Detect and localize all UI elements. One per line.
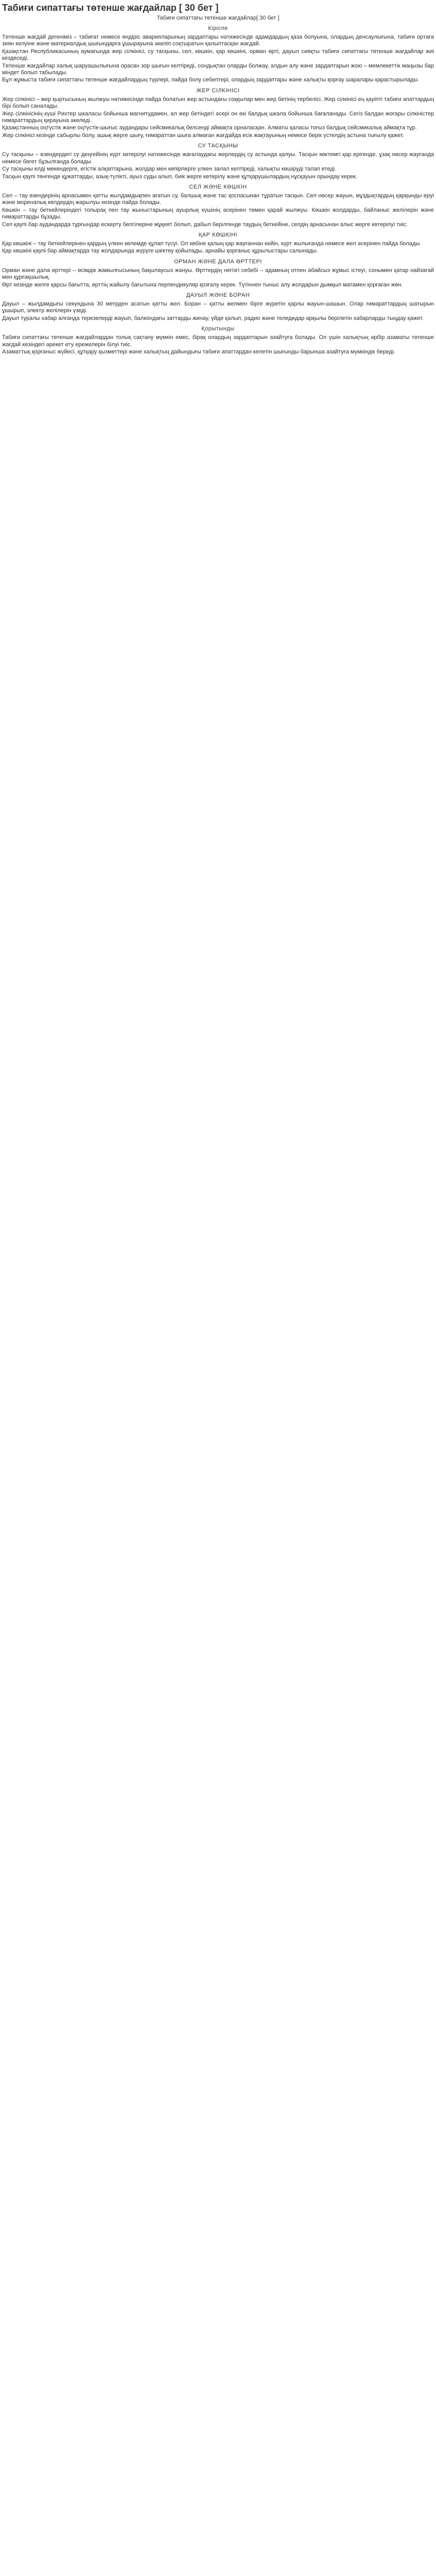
section-heading: СУ ТАСҚЫНЫ [198,143,238,149]
paragraph: Қар көшкіні – тау беткейлерінен қардың үлкен көлемде құлап түсуі. Ол көбіне қалың қар жауғаннан кейін, күрт жылығанда немесе жел әсерінен пайда болады. [2,240,422,247]
paragraph: Төтенше жағдайлар халық шаруашылығына орасан зор шығын келтіреді, сондықтан оларды болжау, алдын алу және зардаптарын жою – мемлекеттік маңызы бар міндет болып табылады. [2,62,434,76]
paragraph: Су тасқыны елді мекендерге, егістік алқаптарына, жолдар мен көпірлерге үлкен залал келтіреді, халықты көшіруді талап етеді. [2,166,337,173]
document-subtitle: Табиғи сипаттағы төтенше жағдайлар[ 30 бет ] [156,15,280,21]
paragraph: Дауыл туралы хабар алғанда терезелерді жауып, балкондағы заттарды жинау, үйде қалып, радио және теледидар арқылы берілетін хабарларды тыңдау қажет. [2,315,424,321]
paragraph: Су тасқыны – өзендердегі су деңгейінің күрт көтерілуі нәтижесінде жағалаудағы жерлердің су астында қалуы. Тасқын көктемгі қар ерігенде, ұзақ нөсер жауғанда немесе бөгет бұзылғанда болады. [2,151,434,165]
paragraph: Орман және дала өрттері – өсімдік жамылғысының бақылаусыз жануы. Өрттердің негізгі себебі – адамның отпен абайсыз жұмыс істеуі, сонымен қатар найзағай мен құрғақшылық. [2,267,434,281]
paragraph: Сел қаупі бар аудандарда тұрғындар ескерту белгілеріне мұқият болып, дабыл берілгенде таудың беткейіне, селдің арнасынан алыс жерге көтерілуі тиіс. [2,221,408,228]
section-heading: ОРМАН ЖӘНЕ ДАЛА ӨРТТЕРІ [174,258,262,265]
document-body [2,25,434,355]
paragraph: Табиғи сипаттағы төтенше жағдайлардан толық сақтану мүмкін емес, бірақ олардың зардаптарын азайтуға болады. Ол үшін халықтың әрбір азаматы төтенше жағдай кезіндегі әрекет ету ережелерін білуі тиіс. [2,334,434,348]
paragraph: Тасқын қаупі төнгенде құжаттарды, азық-түлікті, ауыз суды алып, биік жерге көтерілу және құтқарушылардың нұсқауын орындау керек. [2,173,358,180]
paragraph: Жер сілкінісі – жер қыртысының жылжуы нәтижесінде пайда болатын жер астындағы соққылар мен жер бетінің тербелісі. Жер сілкінісі ең қауіпті табиғи апаттардың бірі болып саналады. [2,96,434,110]
paragraph: Қазақстанның оңтүстік және оңтүстік-шығыс аудандары сейсмикалық белсенді аймақта орналасқан. Алматы қаласы тоғыз балдық сейсмикалық аймақта тұр. [2,125,417,131]
paragraph: Көшкін – тау беткейлеріндегі топырақ пен тау жыныстарының ауырлық күшінің әсерінен төмен қарай жылжуы. Көшкін жолдарды, байланыс желілерін және ғимараттарды бұзады. [2,207,434,221]
paragraph: Қазақстан Республикасының аумағында жер сілкінісі, су тасқыны, сел, көшкін, қар көшкіні, орман өрті, дауыл сияқты табиғи сипаттағы төтенше жағдайлар жиі кездеседі. [2,48,434,62]
section-heading: Қорытынды [201,326,235,332]
section-heading: ҚАР КӨШКІНІ [198,231,238,238]
section-heading: ЖЕР СІЛКІНІСІ [196,87,240,94]
document-title: Табиғи сипаттағы төтенше жағдайлар [ 30 бет ] [2,3,219,13]
paragraph: Өрт кезінде желге қарсы бағытта, өрттің жайылу бағытына перпендикуляр қозғалу керек. Түтіннен тыныс алу жолдарын дымқыл матамен қорғаған жөн. [2,281,403,288]
paragraph: Жер сілкінісінің күші Рихтер шкаласы бойынша магнитудамен, ал жер бетіндегі әсері он екі балдық шкала бойынша бағаланады. Сегіз балдан жоғары сілкіністер ғимараттардың қирауына әкеледі. [2,110,434,124]
paragraph: Азаматтық қорғаныс жүйесі, құтқару қызметтері және халықтың дайындығы табиғи апаттардан келетін шығынды барынша азайтуға мүмкіндік береді. [2,349,395,355]
paragraph: Төтенше жағдай дегеніміз – табиғат немесе өндіріс аварияларының зардаптары нәтижесінде адамдардың қаза болуына, олардың денсаулығына, табиғи ортаға зиян келуіне және материалдық шығындарға ұшырауына әкеліп соқтыратын қалыптасқан жағдай. [2,34,434,47]
paragraph: Дауыл – жылдамдығы секундына 30 метрден асатын қатты жел. Боран – қатты желмен бірге жүретін қарлы жауын-шашын. Олар ғимараттардың шатырын ұшырып, электр желілерін үзеді. [2,300,434,314]
paragraph: Жер сілкінісі кезінде сабырлы болу, ашық жерге шығу, ғимараттан шыға алмаған жағдайда есік жақтауының немесе берік үстелдің астына тығылу қажет. [2,132,404,139]
section-heading: Кіріспе [208,25,228,31]
section-heading: СЕЛ ЖӘНЕ КӨШКІН [189,183,247,190]
paragraph: Бұл жұмыста табиғи сипаттағы төтенше жағдайлардың түрлері, пайда болу себептері, олардың зардаптары және халықты қорғау шаралары қарастырылады. [2,77,420,83]
section-heading: ДАУЫЛ ЖӘНЕ БОРАН [186,292,250,298]
paragraph: Сел – тау өзендерінің арнасымен қатты жылдамдықпен ағатын су, балшық және тас қоспасынан тұратын тасқын. Сел нөсер жауын, мұздықтардың қарқынды еруі және мореналық көлдердің жарылуы кезінде пайда болады. [2,192,434,206]
paragraph: Қар көшкіні қаупі бар аймақтарда тау жолдарында жүруге шектеу қойылады, арнайы қорғаныс құрылыстары салынады. [2,248,318,255]
document-page [0,2,436,366]
